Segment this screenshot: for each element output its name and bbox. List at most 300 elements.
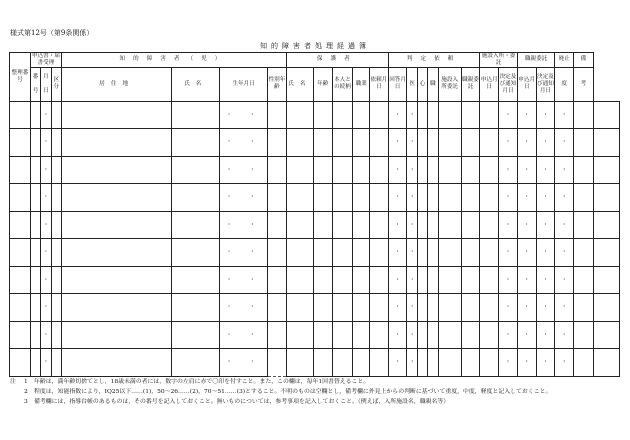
table-cell — [593, 156, 619, 184]
table-cell — [438, 101, 461, 129]
date-cell: ・ — [536, 211, 555, 239]
date-cell: ・ — [555, 321, 574, 349]
table-cell — [332, 266, 353, 294]
table-cell — [10, 129, 31, 157]
table-cell — [461, 129, 480, 157]
date-cell: ・ — [517, 321, 536, 349]
table-cell — [428, 239, 438, 267]
table-cell — [62, 101, 172, 129]
table-cell — [353, 294, 370, 322]
table-cell — [172, 184, 220, 212]
table-cell — [313, 156, 332, 184]
date-cell: ・ — [555, 239, 574, 267]
table-cell — [172, 321, 220, 349]
date-cell: ・ — [499, 349, 518, 377]
table-cell — [10, 239, 31, 267]
table-cell — [313, 349, 332, 377]
table-cell — [172, 129, 220, 157]
gender-age-cell — [268, 239, 287, 267]
table-cell — [51, 349, 61, 377]
date-cell: ・ — [517, 211, 536, 239]
table-cell — [370, 101, 389, 129]
table-cell — [593, 129, 619, 157]
table-cell — [286, 156, 313, 184]
date-cell: ・ — [388, 266, 407, 294]
date-cell: ・ — [407, 211, 417, 239]
date-cell: ・ — [41, 239, 51, 267]
date-cell: ・ — [41, 211, 51, 239]
table-cell — [62, 349, 172, 377]
date-cell: ・ — [517, 266, 536, 294]
table-cell — [417, 156, 427, 184]
date-cell: ・ — [388, 101, 407, 129]
gender-age-cell — [268, 211, 287, 239]
table-row — [10, 211, 620, 239]
header-hogosha-shimei: 氏名 — [286, 67, 313, 101]
table-cell — [353, 239, 370, 267]
table-cell — [438, 294, 461, 322]
table-row — [10, 129, 620, 157]
table-cell — [480, 156, 499, 184]
date-cell: ・ — [388, 294, 407, 322]
table-cell — [438, 211, 461, 239]
date-cell: ・ — [388, 321, 407, 349]
date-cell: ・ — [407, 294, 417, 322]
table-cell — [286, 211, 313, 239]
table-cell — [332, 349, 353, 377]
notes-label: 注 — [10, 379, 16, 385]
table-row — [10, 349, 620, 377]
table-cell — [332, 321, 353, 349]
date-cell: ・ — [41, 294, 51, 322]
table-cell — [51, 211, 61, 239]
header-kettei-tsuchi-2: 決定及び通知月日 — [536, 67, 555, 101]
note-text: 程度は，知能指数により，IQ25以下……(1)，50〜26……(2)，70〜51……(3)とすること。不明のものは空欄とし，備考欄に外見上からの判断に基づいて重度，中度，軽度と記入しておくこと。 — [34, 389, 552, 395]
table-cell — [51, 101, 61, 129]
table-cell — [332, 294, 353, 322]
date-cell: ・ — [388, 211, 407, 239]
date-cell: ・ — [499, 266, 518, 294]
table-cell — [428, 211, 438, 239]
birthdate-cell: ・ ・ — [220, 321, 268, 349]
table-cell — [62, 239, 172, 267]
table-cell — [574, 184, 594, 212]
header-shin: 心 — [417, 67, 427, 101]
date-cell: ・ — [555, 211, 574, 239]
table-row — [10, 156, 620, 184]
header-chiteki-group: 知的障害者（児） — [62, 53, 287, 68]
header-shisetsu-group: 施設入所・委託 — [481, 53, 516, 66]
table-cell — [10, 321, 31, 349]
table-row — [10, 266, 620, 294]
gender-age-cell — [268, 266, 287, 294]
date-cell: ・ — [517, 294, 536, 322]
date-cell: ・ — [555, 266, 574, 294]
date-cell: ・ — [41, 266, 51, 294]
date-cell: ・ — [41, 184, 51, 212]
header-kubun: 区分 — [51, 67, 61, 101]
date-cell: ・ — [407, 184, 417, 212]
header-irai-gappi: 依頼月日 — [370, 67, 389, 101]
table-cell — [438, 156, 461, 184]
table-cell — [286, 184, 313, 212]
table-row — [10, 294, 620, 322]
table-cell — [30, 211, 40, 239]
table-cell — [30, 239, 40, 267]
header-moushikomi-gappi: 申込月日 — [480, 67, 499, 101]
date-cell: ・ — [555, 184, 574, 212]
table-cell — [438, 239, 461, 267]
table-cell — [428, 184, 438, 212]
table-cell — [480, 349, 499, 377]
date-cell: ・ — [407, 239, 417, 267]
table-cell — [313, 211, 332, 239]
table-cell — [428, 266, 438, 294]
table-cell — [370, 294, 389, 322]
table-cell — [480, 129, 499, 157]
table-cell — [417, 239, 427, 267]
header-seiri-bango: 整理番号 — [10, 53, 31, 102]
table-cell — [51, 239, 61, 267]
table-cell — [574, 349, 594, 377]
register-table — [9, 52, 620, 377]
table-cell — [461, 321, 480, 349]
table-cell — [370, 349, 389, 377]
table-row — [10, 321, 620, 349]
date-cell: ・ — [388, 156, 407, 184]
date-cell: ・ — [555, 294, 574, 322]
gender-age-cell — [268, 184, 287, 212]
date-cell: ・ — [41, 101, 51, 129]
date-cell: ・ — [499, 101, 518, 129]
table-cell — [593, 294, 619, 322]
date-cell: ・ — [517, 101, 536, 129]
table-cell — [428, 294, 438, 322]
header-shokuoya-group: 職親委託 — [517, 53, 554, 68]
table-cell — [62, 184, 172, 212]
table-cell — [286, 101, 313, 129]
table-cell — [593, 266, 619, 294]
table-cell — [438, 184, 461, 212]
table-cell — [286, 129, 313, 157]
date-cell: ・ — [407, 266, 417, 294]
table-cell — [10, 266, 31, 294]
table-cell — [461, 294, 480, 322]
table-cell — [51, 321, 61, 349]
table-cell — [353, 184, 370, 212]
table-cell — [30, 129, 40, 157]
table-cell — [480, 239, 499, 267]
date-cell: ・ — [41, 349, 51, 377]
table-cell — [574, 321, 594, 349]
table-cell — [332, 129, 353, 157]
birthdate-cell: ・ ・ — [220, 129, 268, 157]
table-cell — [480, 294, 499, 322]
header-shokuoya: 職親委託 — [461, 67, 480, 101]
table-cell — [10, 349, 31, 377]
date-cell: ・ — [407, 349, 417, 377]
date-cell: ・ — [407, 129, 417, 157]
header-hogosha-nenrei: 年齢 — [313, 67, 332, 101]
header-do: 度 — [555, 67, 574, 101]
header-moushikomi-gappi-2: 申込月日 — [517, 67, 536, 101]
table-cell — [370, 129, 389, 157]
table-cell — [313, 266, 332, 294]
table-cell — [172, 239, 220, 267]
note-1 — [10, 377, 625, 387]
date-cell: ・ — [536, 239, 555, 267]
table-cell — [353, 156, 370, 184]
birthdate-cell: ・ ・ — [220, 349, 268, 377]
table-cell — [417, 321, 427, 349]
header-shokugyo: 職業 — [353, 67, 370, 101]
header-shimei: 氏名 — [172, 67, 220, 101]
table-cell — [286, 294, 313, 322]
header-hogosha-group: 保護者 — [286, 53, 388, 68]
table-cell — [593, 349, 619, 377]
table-cell — [480, 321, 499, 349]
date-cell: ・ — [536, 321, 555, 349]
table-cell — [332, 101, 353, 129]
table-cell — [593, 239, 619, 267]
table-cell — [332, 184, 353, 212]
date-cell: ・ — [536, 266, 555, 294]
table-cell — [480, 211, 499, 239]
date-cell: ・ — [41, 156, 51, 184]
birthdate-cell: ・ ・ — [220, 211, 268, 239]
header-tsuki-hi: 月 日 — [41, 67, 51, 101]
table-cell — [438, 129, 461, 157]
birthdate-cell: ・ ・ — [220, 156, 268, 184]
table-cell — [370, 239, 389, 267]
date-cell: ・ — [499, 321, 518, 349]
header-kettei-tsuchi: 決定及び通知月日 — [499, 67, 518, 101]
table-cell — [461, 349, 480, 377]
table-cell — [313, 321, 332, 349]
table-cell — [313, 294, 332, 322]
table-cell — [30, 184, 40, 212]
table-cell — [313, 184, 332, 212]
table-cell — [461, 156, 480, 184]
table-cell — [461, 211, 480, 239]
header-bi: 備 — [574, 53, 594, 68]
table-cell — [62, 266, 172, 294]
table-cell — [574, 156, 594, 184]
table-cell — [286, 349, 313, 377]
table-cell — [30, 321, 40, 349]
table-cell — [30, 294, 40, 322]
table-cell — [593, 101, 619, 129]
birthdate-cell: ・ ・ — [220, 239, 268, 267]
table-cell — [461, 101, 480, 129]
header-kaito-gappi: 回答月日 — [388, 67, 407, 101]
table-cell — [51, 294, 61, 322]
table-cell — [574, 101, 594, 129]
table-row — [10, 184, 620, 212]
table-cell — [574, 266, 594, 294]
table-cell — [370, 211, 389, 239]
note-text: 備考欄には，指導台帳のあるものは，その番号を記入しておくこと。無いものについては，参考事項を記入しておくこと。（例えば，入所施設名，職親名等） — [34, 399, 450, 405]
table-cell — [353, 321, 370, 349]
date-cell: ・ — [388, 349, 407, 377]
date-cell: ・ — [499, 129, 518, 157]
birthdate-cell: ・ ・ — [220, 101, 268, 129]
table-cell — [172, 294, 220, 322]
table-cell — [417, 101, 427, 129]
table-cell — [480, 101, 499, 129]
table-cell — [438, 321, 461, 349]
table-cell — [461, 266, 480, 294]
table-cell — [353, 349, 370, 377]
date-cell: ・ — [536, 184, 555, 212]
date-cell: ・ — [499, 184, 518, 212]
date-cell: ・ — [517, 349, 536, 377]
note-number: 2 — [24, 389, 28, 395]
table-cell — [51, 266, 61, 294]
date-cell: ・ — [517, 129, 536, 157]
header-haishi: 廃止 — [555, 53, 574, 68]
table-cell — [10, 184, 31, 212]
table-cell — [574, 239, 594, 267]
table-cell — [332, 239, 353, 267]
date-cell: ・ — [517, 156, 536, 184]
header-i: 医 — [407, 67, 417, 101]
table-cell — [353, 101, 370, 129]
date-cell: ・ — [517, 184, 536, 212]
table-cell — [417, 184, 427, 212]
header-kou: 考 — [574, 67, 594, 101]
birthdate-cell: ・ ・ — [220, 294, 268, 322]
table-cell — [172, 156, 220, 184]
table-cell — [10, 156, 31, 184]
note-text: 年齢は，満年齢切捨てとし，18歳未満の者には，数字の左肩に赤で〇印を付すこと。また，この欄は，毎年1回書替えること。 — [34, 379, 370, 385]
header-seibetsu-nenrei: 性別年齢 — [268, 67, 287, 101]
table-cell — [461, 184, 480, 212]
table-cell — [417, 349, 427, 377]
date-cell: ・ — [388, 129, 407, 157]
gender-age-cell — [268, 294, 287, 322]
table-cell — [172, 211, 220, 239]
table-cell — [10, 211, 31, 239]
table-cell — [313, 239, 332, 267]
table-cell — [353, 211, 370, 239]
table-cell — [332, 211, 353, 239]
table-cell — [51, 129, 61, 157]
table-cell — [62, 321, 172, 349]
table-cell — [480, 184, 499, 212]
birthdate-cell: ・ ・ — [220, 266, 268, 294]
date-cell: ・ — [555, 156, 574, 184]
table-cell — [480, 266, 499, 294]
note-number: 3 — [24, 399, 28, 405]
table-cell — [51, 184, 61, 212]
date-cell: ・ — [407, 156, 417, 184]
table-cell — [574, 211, 594, 239]
header-honnin-kankei: 本人との続柄 — [332, 67, 353, 101]
table-cell — [172, 266, 220, 294]
date-cell: ・ — [499, 211, 518, 239]
date-cell: ・ — [536, 349, 555, 377]
form-number: 様式第12号（第9条関係） — [10, 29, 94, 37]
table-cell — [172, 349, 220, 377]
gender-age-cell — [268, 349, 287, 377]
table-row — [10, 101, 620, 129]
table-cell — [30, 101, 40, 129]
table-cell — [286, 321, 313, 349]
table-cell — [332, 156, 353, 184]
table-row — [10, 239, 620, 267]
gender-age-cell — [268, 321, 287, 349]
table-cell — [574, 129, 594, 157]
table-cell — [51, 156, 61, 184]
table-cell — [417, 211, 427, 239]
header-jusho: 居住地 — [62, 67, 172, 101]
date-cell: ・ — [499, 239, 518, 267]
table-cell — [417, 294, 427, 322]
table-cell — [62, 211, 172, 239]
table-cell — [62, 156, 172, 184]
header-ban-gou: 番 号 — [30, 67, 40, 101]
table-cell — [461, 239, 480, 267]
table-cell — [62, 294, 172, 322]
date-cell: ・ — [407, 321, 417, 349]
gender-age-cell — [268, 156, 287, 184]
table-cell — [370, 321, 389, 349]
document-title: 知的障害者処理経過簿 — [260, 42, 370, 50]
date-cell: ・ — [555, 101, 574, 129]
date-cell: ・ — [536, 101, 555, 129]
date-cell: ・ — [555, 349, 574, 377]
table-cell — [370, 266, 389, 294]
table-cell — [30, 156, 40, 184]
table-cell — [428, 349, 438, 377]
table-cell — [286, 266, 313, 294]
birthdate-cell: ・ ・ — [220, 184, 268, 212]
table-cell — [428, 101, 438, 129]
date-cell: ・ — [41, 129, 51, 157]
table-cell — [370, 184, 389, 212]
table-cell — [428, 129, 438, 157]
table-cell — [438, 349, 461, 377]
date-cell: ・ — [555, 129, 574, 157]
table-cell — [438, 266, 461, 294]
table-cell — [353, 266, 370, 294]
note-3 — [10, 397, 625, 407]
date-cell: ・ — [536, 129, 555, 157]
table-cell — [30, 349, 40, 377]
date-cell: ・ — [388, 239, 407, 267]
header-seinengappi: 生年月日 — [220, 67, 268, 101]
table-cell — [593, 211, 619, 239]
table-cell — [370, 156, 389, 184]
table-cell — [593, 184, 619, 212]
date-cell: ・ — [499, 294, 518, 322]
table-cell — [10, 101, 31, 129]
gender-age-cell — [268, 129, 287, 157]
table-cell — [313, 101, 332, 129]
table-cell — [313, 129, 332, 157]
date-cell: ・ — [536, 294, 555, 322]
header-shisetsu-nyusho: 施設入所委託 — [438, 67, 461, 101]
table-cell — [593, 321, 619, 349]
note-2 — [10, 387, 625, 397]
date-cell: ・ — [536, 156, 555, 184]
table-cell — [417, 266, 427, 294]
header-moushikomi-group: 申込書・届書受理 — [31, 53, 60, 66]
table-cell — [428, 321, 438, 349]
table-cell — [10, 294, 31, 322]
note-number: 1 — [24, 379, 28, 385]
